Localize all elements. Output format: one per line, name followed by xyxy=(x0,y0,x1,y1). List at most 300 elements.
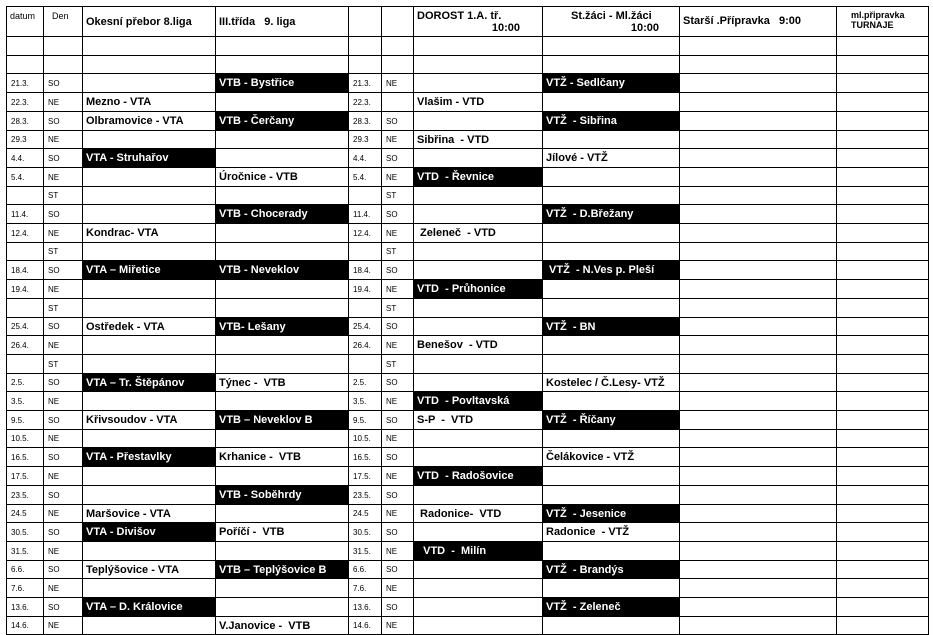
iii-trida-match-cell xyxy=(215,73,349,93)
iii-trida-match-cell xyxy=(215,597,349,617)
datum-2-cell xyxy=(348,55,382,74)
den-cell xyxy=(43,485,83,505)
datum-2-cell-text: 2.5. xyxy=(353,378,367,387)
den-2-cell xyxy=(381,522,414,542)
den-cell xyxy=(43,92,83,112)
dorost-match-cell-text: Benešov - VTD xyxy=(417,339,498,351)
dorost-match-cell xyxy=(413,111,543,131)
den-cell xyxy=(43,204,83,224)
iii-trida-match-cell xyxy=(215,335,349,355)
datum-2-cell-text: 19.4. xyxy=(353,284,371,294)
datum-cell xyxy=(6,578,44,598)
den-cell-text: SO xyxy=(48,527,60,537)
den-2-cell-text: NE xyxy=(386,228,398,238)
datum-cell xyxy=(6,260,44,280)
den-2-cell-text: NE xyxy=(386,471,398,481)
st-zaci-match-cell xyxy=(542,148,680,168)
den-cell xyxy=(43,242,83,261)
dorost-match-cell xyxy=(413,167,543,187)
st-zaci-match-cell-text: VTŽ - Sibřina xyxy=(546,115,617,127)
datum-cell xyxy=(6,92,44,112)
den-cell-text: SO xyxy=(48,378,60,387)
iii-trida-match-cell xyxy=(215,111,349,131)
den-2-cell xyxy=(381,541,414,561)
den-2-cell-text: SO xyxy=(386,209,398,219)
den-2-cell-text: NE xyxy=(386,135,398,144)
dorost-match-cell xyxy=(413,522,543,542)
den-2-cell-text: SO xyxy=(386,527,398,537)
st-zaci-match-cell xyxy=(542,485,680,505)
starsi-pripravka-cell xyxy=(679,279,837,299)
den-cell-text: NE xyxy=(48,340,60,350)
den-2-cell xyxy=(381,578,414,598)
st-zaci-match-cell-text: VTŽ - Jesenice xyxy=(546,507,627,520)
dorost-match-cell xyxy=(413,92,543,112)
den-cell xyxy=(43,186,83,205)
okresni-match-cell-text: VTA - Přestavlky xyxy=(86,451,172,463)
den-cell-text: NE xyxy=(48,546,60,556)
okresni-match-cell xyxy=(82,597,216,617)
okresni-match-cell xyxy=(82,541,216,561)
dorost-match-cell xyxy=(413,391,543,411)
datum-cell xyxy=(6,485,44,505)
st-zaci-match-cell-text: VTŽ - Sedlčany xyxy=(546,77,625,89)
ml-pripravka-cell xyxy=(836,204,929,224)
datum-cell-text: 3.5. xyxy=(11,396,25,406)
starsi-pripravka-cell xyxy=(679,466,837,486)
datum-2-cell-text: 24.5 xyxy=(353,509,369,518)
datum-2-cell xyxy=(348,148,382,168)
starsi-pripravka-cell xyxy=(679,186,837,205)
dorost-match-cell-text: VTD - Radošovice xyxy=(417,470,514,482)
den-2-cell-text: SO xyxy=(386,452,398,462)
den-cell-text: NE xyxy=(48,97,60,107)
starsi-pripravka-cell xyxy=(679,167,837,187)
datum-cell-text: 18.4. xyxy=(11,265,29,275)
den-cell-text: NE xyxy=(48,172,60,182)
starsi-pripravka-cell xyxy=(679,148,837,168)
ml-pripravka-cell xyxy=(836,260,929,280)
okresni-match-cell xyxy=(82,73,216,93)
den-cell xyxy=(43,391,83,411)
dorost-match-cell xyxy=(413,447,543,467)
den-cell xyxy=(43,36,83,56)
datum-2-cell xyxy=(348,186,382,205)
st-zaci-match-cell xyxy=(542,55,680,74)
starsi-pripravka-cell xyxy=(679,541,837,561)
den-cell-text: NE xyxy=(48,284,60,294)
den-2-cell xyxy=(381,391,414,411)
starsi-pripravka-cell xyxy=(679,298,837,318)
okresni-match-cell xyxy=(82,447,216,467)
okresni-match-cell xyxy=(82,485,216,505)
den-2-cell xyxy=(381,55,414,74)
dorost-match-cell-text: Radonice- VTD xyxy=(417,507,502,520)
ml-pripravka-cell xyxy=(836,92,929,112)
iii-trida-match-cell xyxy=(215,447,349,467)
st-zaci-match-cell xyxy=(542,504,680,523)
den-cell xyxy=(43,466,83,486)
den-2-cell-text: NE xyxy=(386,434,398,443)
den-2-cell xyxy=(381,92,414,112)
datum-2-cell-text: 18.4. xyxy=(353,265,371,275)
ml-pripravka-cell xyxy=(836,597,929,617)
den-cell xyxy=(43,373,83,392)
dorost-match-cell xyxy=(413,186,543,205)
iii-trida-match-cell xyxy=(215,55,349,74)
datum-cell-text: 5.4. xyxy=(11,172,25,182)
datum-cell xyxy=(6,279,44,299)
st-zaci-match-cell xyxy=(542,204,680,224)
ml-pripravka-cell xyxy=(836,335,929,355)
iii-trida-match-cell-text: VTB- Lešany xyxy=(219,320,286,333)
den-cell-text: NE xyxy=(48,583,60,593)
header-dorost: DOROST 1.A. tř. 10:00 xyxy=(413,6,543,37)
st-zaci-match-cell xyxy=(542,36,680,56)
starsi-pripravka-cell xyxy=(679,447,837,467)
datum-2-cell xyxy=(348,111,382,131)
ml-pripravka-cell xyxy=(836,560,929,579)
st-zaci-match-cell xyxy=(542,167,680,187)
den-2-cell xyxy=(381,560,414,579)
header-st-zaci: St.žáci - Ml.žáci 10:00 xyxy=(542,6,680,37)
datum-2-cell xyxy=(348,354,382,374)
datum-2-cell-text: 4.4. xyxy=(353,153,367,163)
ml-pripravka-cell xyxy=(836,429,929,448)
st-zaci-match-cell xyxy=(542,335,680,355)
datum-2-cell-text: 16.5. xyxy=(353,452,371,462)
den-cell-text: SO xyxy=(48,78,60,88)
den-cell-text: SO xyxy=(48,452,60,462)
den-cell xyxy=(43,447,83,467)
iii-trida-match-cell xyxy=(215,92,349,112)
okresni-match-cell xyxy=(82,373,216,392)
starsi-pripravka-cell xyxy=(679,522,837,542)
starsi-pripravka-cell xyxy=(679,260,837,280)
iii-trida-match-cell-text: Krhanice - VTB xyxy=(219,451,301,463)
okresni-match-cell xyxy=(82,429,216,448)
den-cell xyxy=(43,55,83,74)
den-cell xyxy=(43,578,83,598)
den-cell-text: NE xyxy=(48,228,60,238)
dorost-match-cell xyxy=(413,223,543,243)
datum-2-cell-text: 21.3. xyxy=(353,78,371,88)
okresni-match-cell xyxy=(82,130,216,149)
header-datum-2 xyxy=(348,6,382,37)
ml-pripravka-cell xyxy=(836,447,929,467)
den-cell-text: NE xyxy=(48,396,60,406)
st-zaci-match-cell xyxy=(542,260,680,280)
den-cell xyxy=(43,317,83,336)
den-2-cell-text: NE xyxy=(386,284,398,294)
okresni-match-cell xyxy=(82,148,216,168)
datum-2-cell-text: 11.4. xyxy=(353,209,371,219)
starsi-pripravka-cell xyxy=(679,391,837,411)
st-zaci-match-cell xyxy=(542,279,680,299)
den-cell xyxy=(43,504,83,523)
datum-cell xyxy=(6,447,44,467)
okresni-match-cell-text: Teplýšovice - VTA xyxy=(86,563,180,576)
den-2-cell-text: ST xyxy=(386,191,397,200)
datum-2-cell xyxy=(348,204,382,224)
dorost-match-cell xyxy=(413,541,543,561)
den-2-cell xyxy=(381,298,414,318)
starsi-pripravka-cell xyxy=(679,410,837,430)
datum-cell xyxy=(6,373,44,392)
header-den-2 xyxy=(381,6,414,37)
st-zaci-match-cell-text: VTŽ - D.Břežany xyxy=(546,208,634,220)
starsi-pripravka-cell xyxy=(679,242,837,261)
iii-trida-match-cell xyxy=(215,354,349,374)
den-2-cell xyxy=(381,466,414,486)
den-cell xyxy=(43,73,83,93)
den-2-cell-text: SO xyxy=(386,602,398,612)
iii-trida-match-cell xyxy=(215,317,349,336)
st-zaci-match-cell xyxy=(542,447,680,467)
datum-2-cell xyxy=(348,447,382,467)
datum-cell xyxy=(6,541,44,561)
st-zaci-match-cell xyxy=(542,130,680,149)
st-zaci-match-cell xyxy=(542,354,680,374)
starsi-pripravka-cell xyxy=(679,560,837,579)
datum-cell xyxy=(6,466,44,486)
datum-cell-text: 29.3 xyxy=(11,135,27,144)
den-cell-text: ST xyxy=(48,359,59,369)
den-cell xyxy=(43,410,83,430)
den-cell-text: NE xyxy=(48,471,60,481)
iii-trida-match-cell xyxy=(215,148,349,168)
den-2-cell xyxy=(381,410,414,430)
datum-cell-text: 31.5. xyxy=(11,546,29,556)
datum-2-cell xyxy=(348,485,382,505)
st-zaci-match-cell-text: VTŽ - BN xyxy=(546,320,596,333)
den-2-cell-text: SO xyxy=(386,153,398,163)
dorost-match-cell xyxy=(413,597,543,617)
datum-2-cell xyxy=(348,279,382,299)
dorost-match-cell-text: VTD - Řevnice xyxy=(417,171,495,183)
den-2-cell-text: NE xyxy=(386,621,398,630)
st-zaci-match-cell xyxy=(542,429,680,448)
okresni-match-cell-text: VTA – Miřetice xyxy=(86,264,161,276)
dorost-match-cell-text: VTD - Milín xyxy=(417,545,487,557)
datum-cell-text: 7.6. xyxy=(11,583,25,593)
datum-2-cell xyxy=(348,167,382,187)
dorost-match-cell xyxy=(413,73,543,93)
okresni-match-cell xyxy=(82,242,216,261)
ml-pripravka-cell xyxy=(836,223,929,243)
den-cell xyxy=(43,354,83,374)
ml-pripravka-cell xyxy=(836,410,929,430)
ml-pripravka-cell xyxy=(836,242,929,261)
den-cell xyxy=(43,560,83,579)
okresni-match-cell-text: Ostředek - VTA xyxy=(86,320,165,333)
dorost-match-cell xyxy=(413,317,543,336)
den-2-cell-text: SO xyxy=(386,322,398,331)
den-cell xyxy=(43,130,83,149)
iii-trida-match-cell-text: VTB - Chocerady xyxy=(219,208,308,220)
ml-pripravka-cell xyxy=(836,167,929,187)
iii-trida-match-cell xyxy=(215,36,349,56)
datum-cell xyxy=(6,167,44,187)
ml-pripravka-cell xyxy=(836,466,929,486)
okresni-match-cell xyxy=(82,504,216,523)
okresni-match-cell xyxy=(82,92,216,112)
datum-cell xyxy=(6,111,44,131)
den-2-cell xyxy=(381,260,414,280)
den-2-cell xyxy=(381,429,414,448)
den-2-cell xyxy=(381,130,414,149)
den-2-cell-text: ST xyxy=(386,303,397,313)
datum-cell-text: 2.5. xyxy=(11,378,25,387)
den-2-cell xyxy=(381,73,414,93)
datum-cell xyxy=(6,317,44,336)
datum-cell xyxy=(6,391,44,411)
ml-pripravka-cell xyxy=(836,111,929,131)
st-zaci-match-cell xyxy=(542,373,680,392)
st-zaci-match-cell xyxy=(542,298,680,318)
okresni-match-cell xyxy=(82,317,216,336)
datum-2-cell xyxy=(348,597,382,617)
iii-trida-match-cell xyxy=(215,279,349,299)
dorost-match-cell xyxy=(413,485,543,505)
dorost-match-cell xyxy=(413,279,543,299)
dorost-match-cell xyxy=(413,504,543,523)
datum-cell-text: 24.5 xyxy=(11,509,27,518)
starsi-pripravka-cell xyxy=(679,130,837,149)
datum-2-cell xyxy=(348,92,382,112)
den-cell xyxy=(43,279,83,299)
den-2-cell xyxy=(381,204,414,224)
okresni-match-cell xyxy=(82,260,216,280)
datum-2-cell xyxy=(348,130,382,149)
den-cell-text: ST xyxy=(48,191,59,200)
den-2-cell xyxy=(381,223,414,243)
den-cell-text: SO xyxy=(48,116,60,126)
den-cell xyxy=(43,335,83,355)
datum-cell-text: 19.4. xyxy=(11,284,29,294)
iii-trida-match-cell-text: VTB – Neveklov B xyxy=(219,414,313,426)
st-zaci-match-cell xyxy=(542,317,680,336)
dorost-match-cell xyxy=(413,36,543,56)
dorost-match-cell xyxy=(413,55,543,74)
st-zaci-match-cell xyxy=(542,560,680,579)
den-cell xyxy=(43,616,83,635)
dorost-match-cell xyxy=(413,354,543,374)
header-iii-trida: III.třída 9. liga xyxy=(215,6,349,37)
starsi-pripravka-cell xyxy=(679,429,837,448)
den-2-cell-text: NE xyxy=(386,396,398,406)
starsi-pripravka-cell xyxy=(679,578,837,598)
datum-cell xyxy=(6,429,44,448)
datum-cell-text: 28.3. xyxy=(11,116,29,126)
den-2-cell xyxy=(381,373,414,392)
datum-2-cell-text: 3.5. xyxy=(353,396,367,406)
iii-trida-match-cell xyxy=(215,466,349,486)
den-2-cell xyxy=(381,504,414,523)
den-cell-text: SO xyxy=(48,415,60,425)
datum-cell xyxy=(6,73,44,93)
den-cell xyxy=(43,541,83,561)
header-den: Den xyxy=(43,6,83,37)
den-2-cell xyxy=(381,485,414,505)
okresni-match-cell xyxy=(82,55,216,74)
ml-pripravka-cell xyxy=(836,373,929,392)
den-cell-text: SO xyxy=(48,565,60,574)
datum-2-cell-text: 14.6. xyxy=(353,621,371,630)
dorost-match-cell-text: Zeleneč - VTD xyxy=(417,227,496,239)
datum-cell-text: 22.3. xyxy=(11,97,29,107)
den-2-cell-text: SO xyxy=(386,490,398,500)
datum-cell xyxy=(6,204,44,224)
den-2-cell-text: NE xyxy=(386,546,398,556)
ml-pripravka-cell xyxy=(836,130,929,149)
okresni-match-cell-text: Olbramovice - VTA xyxy=(86,115,184,127)
iii-trida-match-cell xyxy=(215,167,349,187)
ml-pripravka-cell xyxy=(836,485,929,505)
dorost-match-cell-text: Sibřina - VTD xyxy=(417,133,490,146)
den-2-cell-text: ST xyxy=(386,247,397,256)
datum-2-cell xyxy=(348,73,382,93)
den-cell-text: NE xyxy=(48,135,60,144)
st-zaci-match-cell-text: Jílové - VTŽ xyxy=(546,152,608,164)
ml-pripravka-cell xyxy=(836,36,929,56)
iii-trida-match-cell xyxy=(215,485,349,505)
datum-2-cell xyxy=(348,298,382,318)
datum-cell xyxy=(6,55,44,74)
st-zaci-match-cell xyxy=(542,578,680,598)
datum-cell xyxy=(6,130,44,149)
datum-2-cell xyxy=(348,335,382,355)
okresni-match-cell xyxy=(82,466,216,486)
datum-2-cell xyxy=(348,242,382,261)
datum-2-cell-text: 6.6. xyxy=(353,565,367,574)
den-cell xyxy=(43,148,83,168)
ml-pripravka-cell xyxy=(836,541,929,561)
iii-trida-match-cell-text: Týnec - VTB xyxy=(219,376,286,389)
den-2-cell-text: NE xyxy=(386,509,398,518)
iii-trida-match-cell xyxy=(215,391,349,411)
datum-2-cell-text: 13.6. xyxy=(353,602,371,612)
ml-pripravka-cell xyxy=(836,616,929,635)
dorost-match-cell xyxy=(413,298,543,318)
den-cell xyxy=(43,167,83,187)
ml-pripravka-cell xyxy=(836,279,929,299)
den-2-cell-text: SO xyxy=(386,265,398,275)
datum-cell xyxy=(6,616,44,635)
den-cell-text: SO xyxy=(48,265,60,275)
datum-cell-text: 9.5. xyxy=(11,415,25,425)
datum-cell-text: 26.4. xyxy=(11,340,29,350)
ml-pripravka-cell xyxy=(836,391,929,411)
datum-cell xyxy=(6,242,44,261)
datum-cell-text: 13.6. xyxy=(11,602,29,612)
den-2-cell xyxy=(381,335,414,355)
dorost-match-cell-text: VTD - Povltavská xyxy=(417,395,510,407)
iii-trida-match-cell xyxy=(215,522,349,542)
datum-cell xyxy=(6,36,44,56)
den-2-cell-text: NE xyxy=(386,78,398,88)
ml-pripravka-cell xyxy=(836,73,929,93)
den-2-cell-text: SO xyxy=(386,415,398,425)
iii-trida-match-cell xyxy=(215,242,349,261)
starsi-pripravka-cell xyxy=(679,73,837,93)
den-2-cell-text: SO xyxy=(386,565,398,574)
dorost-match-cell xyxy=(413,242,543,261)
den-cell-text: NE xyxy=(48,509,60,518)
den-cell xyxy=(43,597,83,617)
iii-trida-match-cell-text: V.Janovice - VTB xyxy=(219,619,311,632)
header-ml-pripravka: ml.připravka TURNAJE xyxy=(836,6,929,37)
